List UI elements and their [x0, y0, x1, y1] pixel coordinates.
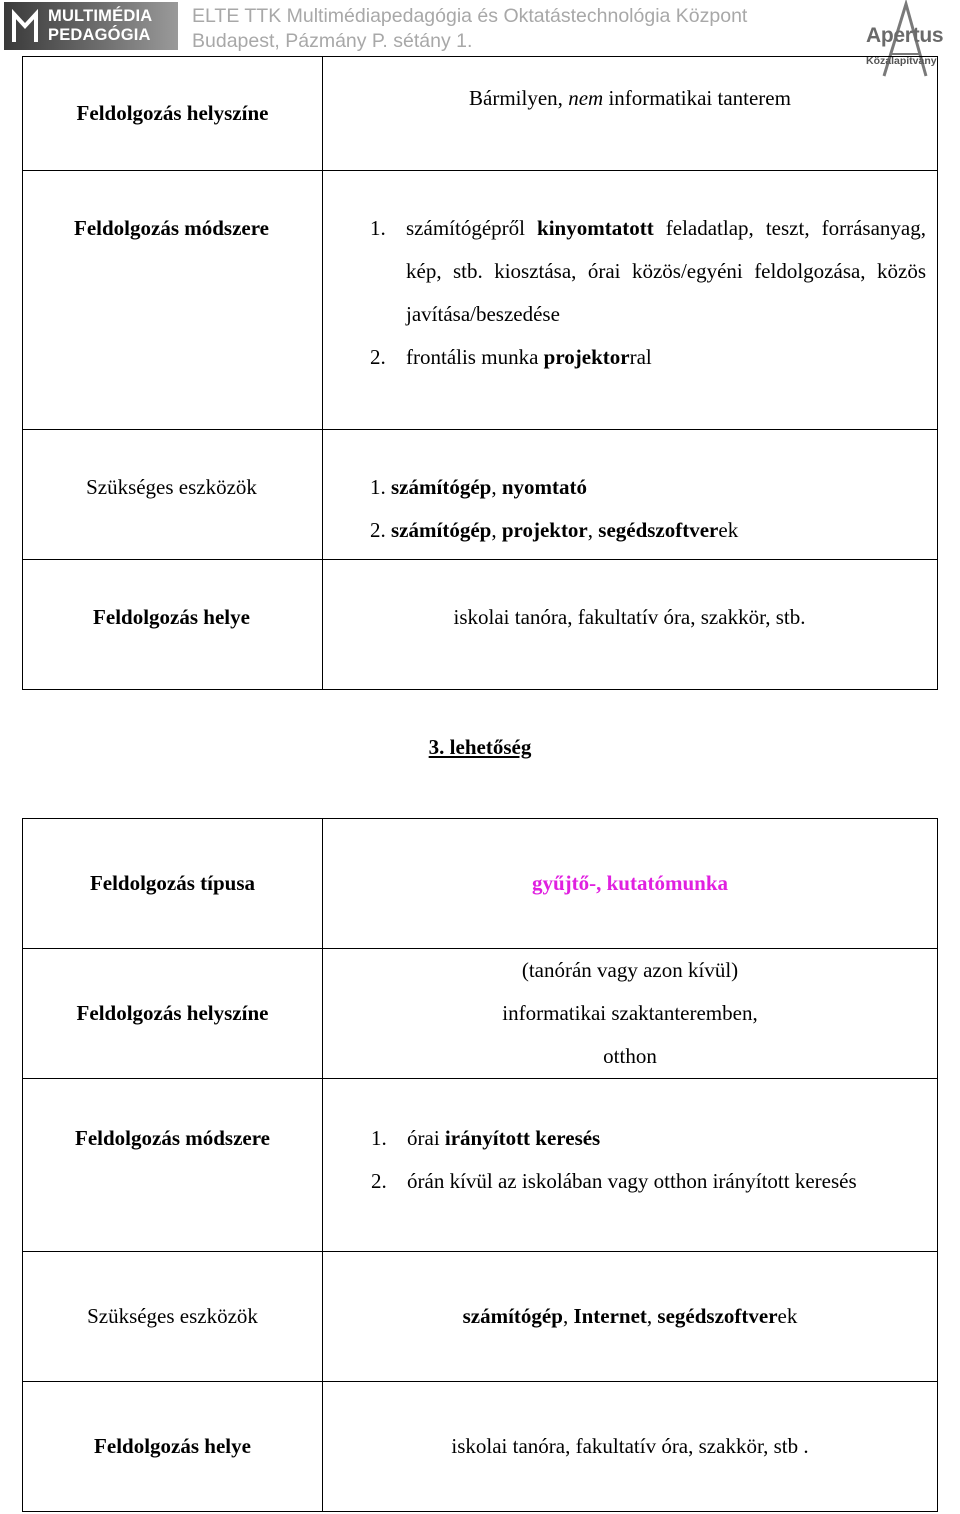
helyszine-value-em: nem — [568, 86, 604, 110]
row-value — [323, 1079, 938, 1252]
item-text: , — [491, 475, 502, 499]
helye-value-2: iskolai tanóra, fakultatív óra, szakkör, stb . — [451, 1434, 809, 1458]
item-bold-text: irányított keresés — [444, 1126, 601, 1150]
item-bold-text: számítógép — [462, 1304, 563, 1328]
tipusa-value: gyűjtő-, kutatómunka — [531, 871, 729, 895]
item-bold-text: Internet — [573, 1304, 647, 1328]
logo-line2: PEDAGÓGIA — [48, 26, 151, 44]
item-bold-text: számítógép — [391, 518, 492, 542]
table-row — [23, 57, 938, 171]
item-text: feladatlap, teszt, forrásanyag, kép, stb. kiosztása, órai közös/egyéni feldolgozása, közös javítása/beszedése — [406, 216, 926, 326]
helyszine-value-pre: Bármilyen, — [469, 86, 569, 110]
eszkozok-label-1: Szükséges eszközök — [86, 475, 257, 499]
item-text: , — [646, 1304, 658, 1328]
table-row — [23, 1079, 938, 1252]
row-value — [323, 819, 938, 949]
helyszine-line: informatikai szaktanteremben, — [502, 1001, 758, 1025]
multimedia-pedagogia-logo — [4, 2, 178, 50]
row-label — [23, 819, 323, 949]
item-bold-text: segédszoftver — [598, 518, 719, 542]
helyszine-value-post: informatikai tanterem — [603, 86, 791, 110]
row-value — [323, 1252, 938, 1382]
item-text: , — [562, 1304, 574, 1328]
item-number: 1. — [371, 1126, 387, 1150]
helyszine-label: Feldolgozás helyszíne — [76, 101, 269, 125]
modszere-label-2: Feldolgozás módszere — [75, 1126, 270, 1150]
table-row — [23, 1382, 938, 1512]
table-row — [23, 819, 938, 949]
list-item — [370, 336, 926, 379]
item-bold-text: számítógép — [391, 475, 492, 499]
helyszine-line: (tanórán vagy azon kívül) — [521, 958, 739, 982]
logo-mark-icon — [10, 8, 40, 44]
helye-label-2: Feldolgozás helye — [94, 1434, 251, 1458]
item-bold-text: segédszoftver — [657, 1304, 778, 1328]
row-label — [23, 1252, 323, 1382]
section-title: 3. lehetőség — [428, 735, 532, 759]
table-row — [23, 949, 938, 1079]
item-text: , — [491, 518, 502, 542]
list-item — [370, 509, 926, 552]
table-option-3 — [22, 818, 938, 1512]
item-number: 2. — [370, 345, 386, 369]
list-item — [371, 1117, 925, 1160]
item-text: ek — [718, 518, 739, 542]
item-text: órán kívül az iskolában vagy otthon irányított keresés — [407, 1169, 857, 1193]
row-label — [23, 1382, 323, 1512]
item-number: 2. — [371, 1169, 387, 1193]
list-item — [370, 207, 926, 336]
list-item — [371, 1160, 925, 1203]
item-text: órai — [407, 1126, 445, 1150]
org-name: ELTE TTK Multimédiapedagógia és Oktatástechnológia Központ — [192, 5, 748, 27]
helyszine-line: otthon — [603, 1044, 657, 1068]
modszere-label-1: Feldolgozás módszere — [74, 216, 269, 240]
row-label — [23, 1079, 323, 1252]
item-text: ral — [629, 345, 652, 369]
row-value — [323, 57, 938, 171]
item-bold-text: kinyomtatott — [537, 216, 654, 240]
apertus-subtitle: Közalapítvány — [866, 55, 937, 67]
row-label — [23, 949, 323, 1079]
item-bold-text: projektor — [543, 345, 630, 369]
helye-label-1: Feldolgozás helye — [93, 605, 250, 629]
item-text: számítógépről — [406, 216, 538, 240]
list-item — [370, 466, 926, 509]
item-text: frontális munka — [406, 345, 544, 369]
item-bold-text: projektor — [501, 518, 588, 542]
row-value — [323, 949, 938, 1079]
eszkozok-label-2: Szükséges eszközök — [87, 1304, 258, 1328]
item-number: 1. — [370, 475, 386, 499]
item-number: 2. — [370, 518, 386, 542]
helye-value-1: iskolai tanóra, fakultatív óra, szakkör, stb. — [453, 605, 806, 629]
helyszine-label-2: Feldolgozás helyszíne — [76, 1001, 269, 1025]
row-label — [23, 57, 323, 171]
item-text: ek — [777, 1304, 798, 1328]
item-text: , — [587, 518, 599, 542]
eszkozok-list-1 — [370, 466, 926, 552]
item-bold-text: nyomtató — [501, 475, 587, 499]
row-value — [323, 1382, 938, 1512]
org-address — [192, 4, 747, 54]
apertus-name: Apertus — [866, 24, 944, 47]
org-street: Budapest, Pázmány P. sétány 1. — [192, 30, 473, 52]
tipusa-label: Feldolgozás típusa — [89, 871, 256, 895]
logo-line1: MULTIMÉDIA — [48, 7, 153, 25]
item-number: 1. — [370, 216, 386, 240]
table-row — [23, 1252, 938, 1382]
modszere-list-1 — [370, 207, 926, 379]
